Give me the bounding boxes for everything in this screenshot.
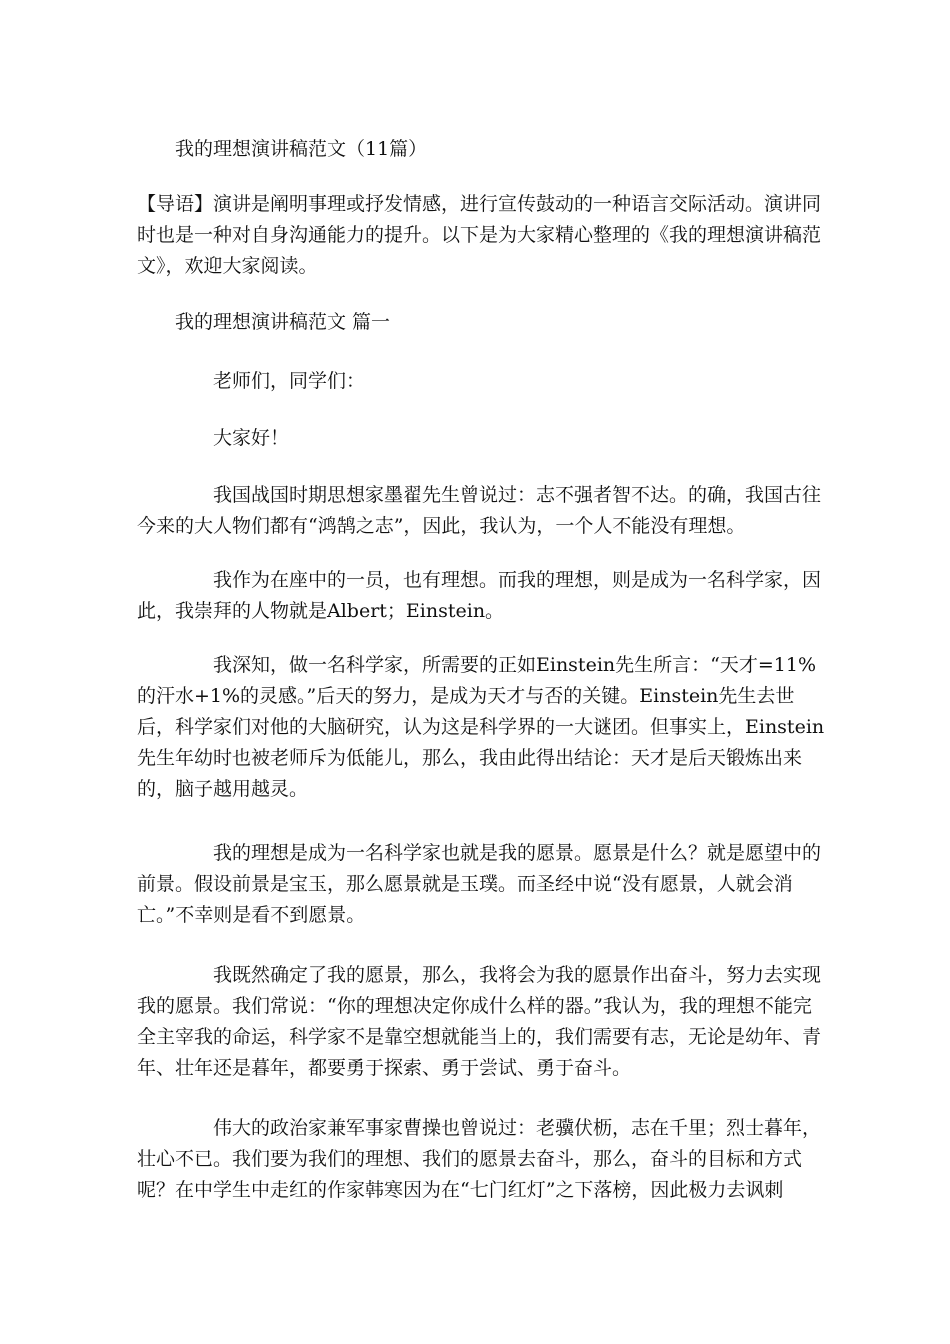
document-title: 我的理想演讲稿范文（11篇） [175,138,428,160]
intro-paragraph: 【导语】演讲是阐明事理或抒发情感，进行宣传鼓动的一种语言交际活动。演讲同时也是一种对自身沟通能力的提升。以下是为大家精心整理的《我的理想演讲稿范文》，欢迎大家阅读。 [137,193,822,277]
body-paragraph: 伟大的政治家兼军事家曹操也曾说过：老骥伏枥，志在千里；烈士暮年，壮心不已。我们要为我们的理想、我们的愿景去奋斗，那么，奋斗的目标和方式呢？在中学生中走红的作家韩寒因为在“七门红灯”之下落榜，因此极力去讽刺 [137,1117,822,1201]
greeting: 大家好！ [213,427,290,449]
body-paragraph: 我作为在座中的一员，也有理想。而我的理想，则是成为一名科学家，因此，我崇拜的人物就是Albert；Einstein。 [137,569,822,622]
body-paragraph: 我深知，做一名科学家，所需要的正如Einstein先生所言：“天才=11%的汗水+1%的灵感。”后天的努力，是成为天才与否的关键。Einstein先生去世后，科学家们对他的大脑研究，认为这是科学界的一大谜团。但事实上，Einstein先生年幼时也被老师斥为低能儿，那么，我由此得出结论：天才是后天锻炼出来的，脑子越用越灵。 [137,654,825,800]
section-heading: 我的理想演讲稿范文 篇一 [175,311,391,333]
body-paragraph: 我国战国时期思想家墨翟先生曾说过：志不强者智不达。的确，我国古往今来的大人物们都有“鸿鹄之志”，因此，我认为，一个人不能没有理想。 [137,484,822,537]
body-paragraph: 我的理想是成为一名科学家也就是我的愿景。愿景是什么？就是愿望中的前景。假设前景是宝玉，那么愿景就是玉璞。而圣经中说“没有愿景，人就会消亡。”不幸则是看不到愿景。 [137,842,822,926]
salutation: 老师们，同学们： [213,370,366,392]
body-paragraph: 我既然确定了我的愿景，那么，我将会为我的愿景作出奋斗，努力去实现我的愿景。我们常说：“你的理想决定你成什么样的器。”我认为，我的理想不能完全主宰我的命运，科学家不是靠空想就能当上的，我们需要有志，无论是幼年、青年、壮年还是暮年，都要勇于探索、勇于尝试、勇于奋斗。 [137,964,822,1079]
